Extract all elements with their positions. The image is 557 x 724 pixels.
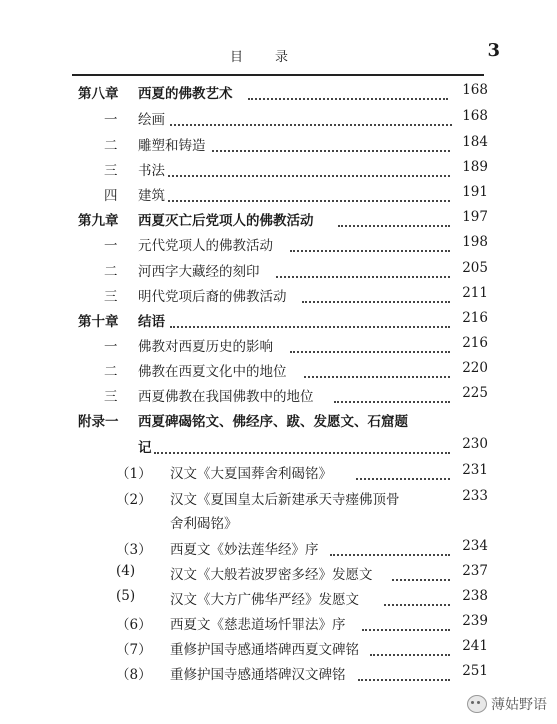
- toc-entry: [0, 385, 488, 407]
- dot-leader: [212, 134, 450, 152]
- toc-entry-number: （7）: [116, 642, 152, 658]
- toc-entry-page: 230: [462, 436, 488, 452]
- toc-entry-title: 书法: [138, 163, 165, 179]
- toc-entry: [0, 285, 488, 307]
- toc-entry-number: 第十章: [78, 314, 119, 330]
- toc-entry-page: 184: [462, 134, 488, 150]
- toc-entry-title: 汉文《夏国皇太后新建承天寺瘗佛顶骨: [170, 492, 400, 508]
- dot-leader: [330, 538, 450, 556]
- toc-entry-number: （6）: [116, 617, 152, 633]
- header-page-number: 3: [487, 40, 500, 61]
- toc-entry-number: 一: [104, 238, 118, 254]
- toc-entry: [0, 410, 488, 432]
- dot-leader: [168, 159, 450, 177]
- dot-leader: [370, 638, 450, 656]
- toc-entry-title: 汉文《大般若波罗密多经》发愿文: [170, 567, 373, 583]
- toc-entry-number: （8）: [116, 667, 152, 683]
- toc-entry-title: 绘画: [138, 112, 165, 128]
- dot-leader: [384, 588, 450, 606]
- wechat-icon: [467, 695, 487, 713]
- toc-entry-title: 西夏的佛教艺术: [138, 86, 233, 102]
- toc-entry: [0, 638, 488, 660]
- page-header: [60, 40, 500, 66]
- toc-entry: [0, 108, 488, 130]
- toc-entry-title: 元代党项人的佛教活动: [138, 238, 273, 254]
- toc-entry-title: 汉文《大夏国葬舍利碣铭》: [170, 466, 332, 482]
- toc-entry: [0, 82, 488, 104]
- toc-entry-title: 汉文《大方广佛华严经》发愿文: [170, 592, 359, 608]
- toc-entry-title: 明代党项后裔的佛教活动: [138, 289, 287, 305]
- dot-leader: [170, 108, 452, 126]
- header-title: [230, 46, 288, 65]
- dot-leader: [248, 82, 448, 100]
- toc-entry-page: 220: [462, 360, 488, 376]
- dot-leader: [168, 184, 450, 202]
- toc-entry-page: 205: [462, 260, 488, 276]
- toc-entry-page: 168: [462, 108, 488, 124]
- toc-entry-number: 附录一: [78, 414, 119, 430]
- toc-entry-page: 225: [462, 385, 488, 401]
- toc-entry-page: 197: [462, 209, 488, 225]
- toc-entry: [0, 436, 488, 458]
- toc-entry-title: 西夏文《妙法莲华经》序: [170, 542, 319, 558]
- toc-entry-page: 237: [462, 563, 488, 579]
- toc-entry-page: 251: [462, 663, 488, 679]
- toc-entry-page: 234: [462, 538, 488, 554]
- toc-entry: [0, 512, 488, 534]
- toc-entry-title: 结语: [138, 314, 165, 330]
- toc-entry-title: 佛教对西夏历史的影响: [138, 339, 273, 355]
- toc-entry-page: 231: [462, 462, 488, 478]
- header-title-char-1: 目: [230, 50, 244, 65]
- toc-entry-title: 河西字大藏经的刻印: [138, 264, 260, 280]
- toc-entry-title: 重修护国寺感通塔碑汉文碑铭: [170, 667, 346, 683]
- toc-entry: [0, 335, 488, 357]
- toc-entry: [0, 360, 488, 382]
- toc-entry-page: 216: [462, 335, 488, 351]
- toc-entry: [0, 184, 488, 206]
- toc-entry-number: 二: [104, 364, 118, 380]
- watermark: [467, 694, 547, 714]
- toc-entry-number: （1）: [116, 466, 152, 482]
- toc-entry-page: 238: [462, 588, 488, 604]
- toc-entry-number: 四: [104, 188, 118, 204]
- toc-entry: [0, 209, 488, 231]
- toc-entry-number: 第八章: [78, 86, 119, 102]
- toc-entry: [0, 613, 488, 635]
- toc-entry-title: 雕塑和铸造: [138, 138, 206, 154]
- dot-leader: [362, 613, 450, 631]
- toc-entry-page: 211: [462, 285, 488, 301]
- toc-entry-number: (4): [116, 563, 136, 579]
- toc-entry: [0, 488, 488, 510]
- dot-leader: [154, 436, 450, 454]
- toc-entry-number: （3）: [116, 542, 152, 558]
- toc-entry-title: 西夏佛教在我国佛教中的地位: [138, 389, 314, 405]
- toc-entry-page: 233: [462, 488, 488, 504]
- dot-leader: [290, 335, 450, 353]
- toc-entry-page: 198: [462, 234, 488, 250]
- toc-entry: [0, 462, 488, 484]
- toc-entry: [0, 563, 488, 585]
- toc-entry-page: 168: [462, 82, 488, 98]
- toc-entry-page: 239: [462, 613, 488, 629]
- toc-entry: [0, 588, 488, 610]
- header-rule: [72, 74, 484, 76]
- toc-entry-title: 舍利碣铭》: [170, 516, 238, 532]
- toc-entry: [0, 538, 488, 560]
- toc-entry-title: 西夏碑碣铭文、佛经序、跋、发愿文、石窟题: [138, 414, 408, 430]
- toc-entry-number: 二: [104, 264, 118, 280]
- dot-leader: [358, 663, 450, 681]
- toc-entry-page: 189: [462, 159, 488, 175]
- dot-leader: [334, 385, 450, 403]
- toc-entry-page: 241: [462, 638, 488, 654]
- dot-leader: [170, 310, 450, 328]
- toc-entry-number: 三: [104, 289, 118, 305]
- dot-leader: [304, 360, 450, 378]
- dot-leader: [338, 209, 450, 227]
- dot-leader: [276, 260, 450, 278]
- toc-entry: [0, 234, 488, 256]
- toc-entry-title: 记: [138, 440, 152, 456]
- toc-entry-page: 216: [462, 310, 488, 326]
- dot-leader: [302, 285, 450, 303]
- toc-entry-number: 三: [104, 163, 118, 179]
- toc-entry-title: 西夏文《慈悲道场忏罪法》序: [170, 617, 346, 633]
- watermark-text: 薄姑野语: [491, 697, 547, 713]
- toc-entry-title: 建筑: [138, 188, 165, 204]
- toc-entry-number: 第九章: [78, 213, 119, 229]
- toc-entry: [0, 260, 488, 282]
- dot-leader: [356, 462, 450, 480]
- toc-entry: [0, 159, 488, 181]
- toc-entry-number: 一: [104, 339, 118, 355]
- toc-entry: [0, 134, 488, 156]
- toc-entry: [0, 310, 488, 332]
- toc-entry-number: （2）: [116, 492, 152, 508]
- header-title-char-2: 录: [275, 50, 289, 65]
- toc-entry-number: 三: [104, 389, 118, 405]
- toc-entry-number: 二: [104, 138, 118, 154]
- toc-entry-title: 西夏灭亡后党项人的佛教活动: [138, 213, 314, 229]
- dot-leader: [290, 234, 450, 252]
- dot-leader: [392, 563, 450, 581]
- toc-entry-number: 一: [104, 112, 118, 128]
- toc-entry: [0, 663, 488, 685]
- toc-entry-title: 重修护国寺感通塔碑西夏文碑铭: [170, 642, 359, 658]
- toc-entry-title: 佛教在西夏文化中的地位: [138, 364, 287, 380]
- toc-entry-page: 191: [462, 184, 488, 200]
- toc-entry-number: (5): [116, 588, 136, 604]
